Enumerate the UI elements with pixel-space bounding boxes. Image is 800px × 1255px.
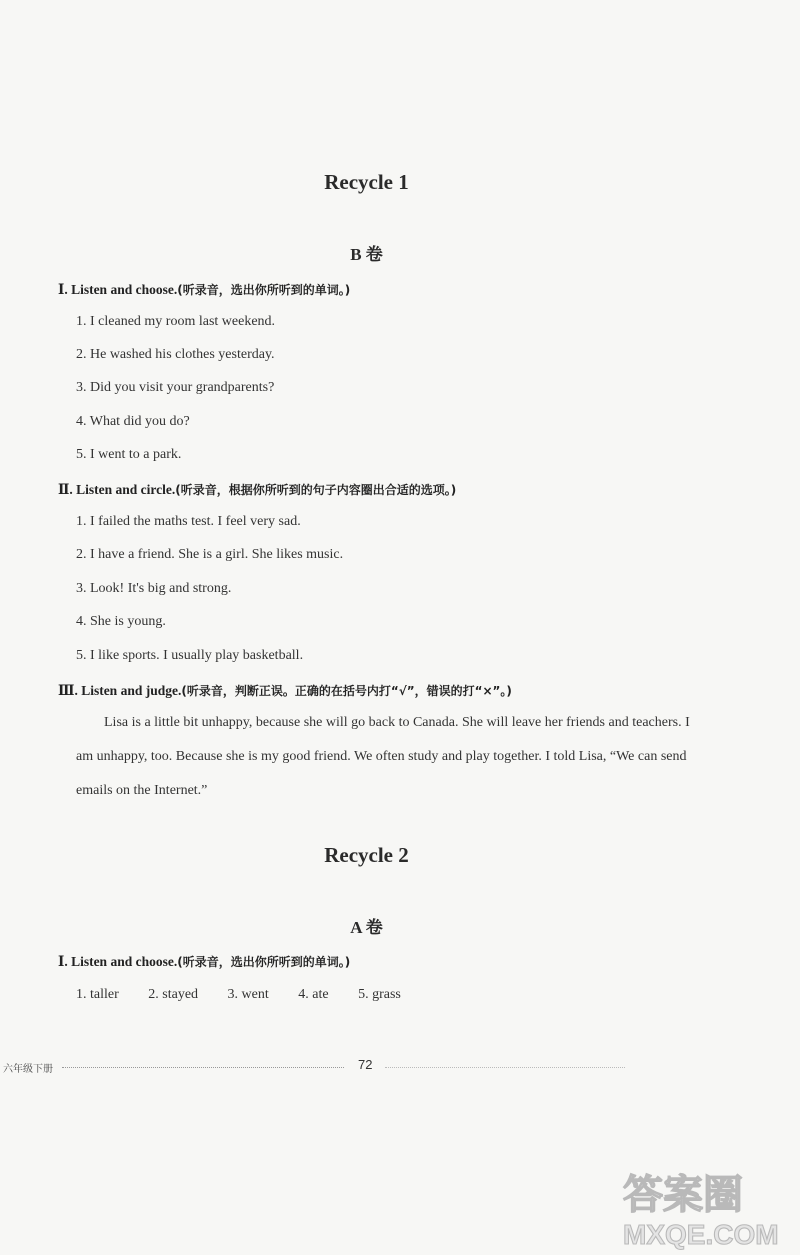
list-item: 5. I went to a park. — [76, 447, 182, 462]
section-heading — [58, 281, 350, 298]
section-heading — [58, 953, 350, 970]
watermark-text: 答案圈 — [623, 1172, 743, 1218]
section-label: Ⅰ. Listen and choose. — [58, 282, 178, 297]
footer-divider — [62, 1067, 344, 1068]
list-item: 1. I failed the maths test. I feel very sad. — [76, 514, 301, 529]
list-item: 4. She is young. — [76, 614, 166, 629]
list-item: 3. Did you visit your grandparents? — [76, 380, 275, 395]
section-label: Ⅰ. Listen and choose. — [58, 954, 178, 969]
section-heading — [58, 682, 512, 699]
page-number: 72 — [358, 1057, 373, 1072]
list-item: 5. I like sports. I usually play basketball. — [76, 648, 304, 663]
word-item: 5. grass — [358, 987, 401, 1002]
footer-divider — [385, 1067, 625, 1068]
list-item: 4. What did you do? — [76, 414, 190, 429]
section-instruction: (听录音，选出你所听到的单词。) — [177, 283, 351, 297]
section-label: Ⅲ. Listen and judge. — [58, 683, 182, 698]
watermark-logo — [615, 1160, 795, 1250]
word-item: 2. stayed — [148, 987, 199, 1002]
list-item: 3. Look! It's big and strong. — [76, 581, 232, 596]
recycle2-subtitle: A 卷 — [350, 918, 383, 937]
passage: Lisa is a little bit unhappy, because she will go back to Canada. She will leave her friends and teachers. I am unhappy, too. Because she is my good friend. We often study and play together. I told Lisa, “We can send emails on the Internet.” — [76, 715, 690, 798]
section-heading — [58, 481, 456, 498]
recycle1-title: Recycle 1 — [324, 170, 409, 194]
list-item: 2. I have a friend. She is a girl. She likes music. — [76, 547, 344, 562]
section-instruction: (听录音，选出你所听到的单词。) — [177, 955, 351, 969]
word-item: 4. ate — [298, 987, 329, 1002]
list-item: 1. I cleaned my room last weekend. — [76, 314, 276, 329]
grade-label: 六年级下册 — [3, 1064, 53, 1075]
recycle2-title: Recycle 2 — [324, 843, 409, 867]
list-item: 2. He washed his clothes yesterday. — [76, 347, 275, 362]
watermark-url: MXQE.COM — [623, 1219, 779, 1250]
section-instruction: (听录音，根据你所听到的句子内容圈出合适的选项。) — [175, 483, 457, 497]
word-item: 3. went — [227, 987, 269, 1002]
word-list — [76, 987, 427, 1003]
section-instruction: (听录音，判断正误。正确的在括号内打“√”，错误的打“×”。) — [181, 684, 512, 698]
word-item: 1. taller — [76, 987, 119, 1002]
section-label: Ⅱ. Listen and circle. — [58, 482, 176, 497]
recycle1-subtitle: B 卷 — [350, 245, 383, 264]
